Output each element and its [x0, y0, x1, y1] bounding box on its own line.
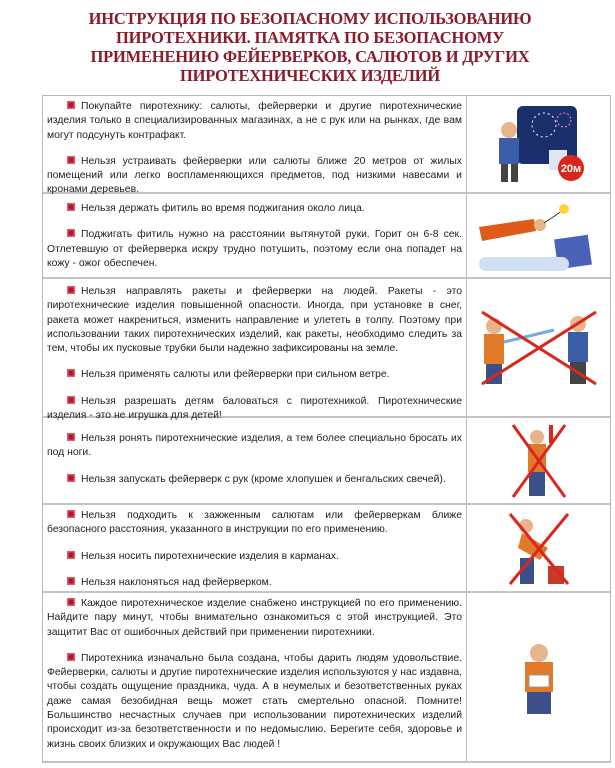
bullet-icon	[67, 433, 75, 441]
bullet-icon	[67, 510, 75, 518]
list-item: Нельзя направлять ракеты и фейерверки на людей. Ракеты - это пиротехнические изделия повышенной опасности. Иногда, при установке в снег, ракета может накрениться, изменить направление и улететь в толпу. Поэтому при использовании таких пиротехнических изделий, как ракеты, необходимо следить за тем, чтобы их пусковые трубки были надежно зафиксированы на земле.	[47, 286, 462, 355]
section-row	[43, 279, 610, 422]
list-item: Нельзя запускать фейерверк с рук (кроме хлопушек и бенгальских свечей).	[47, 473, 462, 487]
list-item: Нельзя применять салюты или фейерверки при сильном ветре.	[47, 368, 462, 382]
list-item: Покупайте пиротехнику: салюты, фейерверки и другие пиротехнические изделия только в специализированных магазинах, а не с рук или на рынках, где вам могут подсунуть контрафакт.	[47, 101, 462, 141]
bullet-icon	[67, 101, 75, 109]
list-item: Каждое пиротехническое изделие снабжено инструкцией по его применению. Найдите пару минут, чтобы внимательно ознакомиться с этой инструкцией. Это защитит Вас от ошибочных действий при применении пиротехники.	[47, 598, 462, 638]
bullet-icon	[67, 286, 75, 294]
section-row	[43, 194, 610, 279]
illustration-distance	[467, 96, 610, 192]
page-title: ИНСТРУКЦИЯ ПО БЕЗОПАСНОМУ ИСПОЛЬЗОВАНИЮ ПИРОТЕХНИКИ. ПАМЯТКА ПО БЕЗОПАСНОМУ ПРИМЕНЕНИЮ ФЕЙЕРВЕРКОВ, САЛЮТОВ И ДРУГИХ ПИРОТЕХНИЧЕСКИХ ИЗДЕЛИЙ	[88, 9, 532, 85]
section-row	[43, 96, 610, 194]
bullet-icon	[67, 653, 75, 661]
list-item: Нельзя подходить к зажженным салютам или фейерверкам ближе безопасного расстояния, указанного в инструкции по его применению.	[47, 510, 462, 536]
section-row	[43, 505, 610, 593]
list-item: Нельзя держать фитиль во время поджигания около лица.	[47, 202, 462, 216]
list-item: Поджигать фитиль нужно на расстоянии вытянутой руки. Горит он 6-8 сек. Отлетевшую от фейерверка искру трудно потушить, поэтому если она попадет на кожу - ожог обеспечен.	[47, 229, 462, 269]
section-row	[43, 593, 610, 763]
bullet-icon	[67, 396, 75, 404]
list-item: Пиротехника изначально была создана, чтобы дарить людям удовольствие. Фейерверки, салюты и другие пиротехнические изделия используются у нас издавна, чтобы создать ощущение праздника, чуда. А в неумелых и безответственных руках даже самая безобидная вещь может стать смертельно опасной. Помните! Большинство несчастных случаев при использовании пиротехнических изделий происходит из-за безответственности и по недомыслию. Берегите себя, здоровье и жизнь своих близких и окружающих Вас людей !	[47, 652, 462, 750]
illustration-no-aiming	[467, 279, 610, 416]
illustration-no-hand-launch	[467, 418, 610, 503]
instructions-table	[42, 95, 611, 763]
bullet-icon	[67, 474, 75, 482]
bullet-icon	[67, 598, 75, 606]
bullet-icon	[67, 369, 75, 377]
bullet-icon	[67, 229, 75, 237]
list-item: Нельзя ронять пиротехнические изделия, а тем более специально бросать их под ноги.	[47, 433, 462, 459]
illustration-reading-instructions	[467, 593, 610, 761]
list-item: Нельзя носить пиротехнические изделия в карманах.	[47, 550, 462, 564]
bullet-icon	[67, 551, 75, 559]
distance-badge: 20м	[560, 163, 581, 175]
list-item: Нельзя наклоняться над фейерверком.	[47, 576, 462, 590]
section-row	[43, 418, 610, 505]
illustration-no-leaning	[467, 505, 610, 591]
bullet-icon	[67, 577, 75, 585]
illustration-fuse	[467, 194, 610, 277]
list-item: Нельзя устраивать фейерверки или салюты ближе 20 метров от жилых помещений или легко воспламеняющихся предметов, под низкими навесами и кронами деревьев.	[47, 155, 462, 196]
bullet-icon	[67, 156, 75, 164]
bullet-icon	[67, 203, 75, 211]
list-item: Нельзя разрешать детям баловаться с пиротехникой. Пиротехнические изделия - это не игрушка для детей!	[47, 395, 462, 422]
